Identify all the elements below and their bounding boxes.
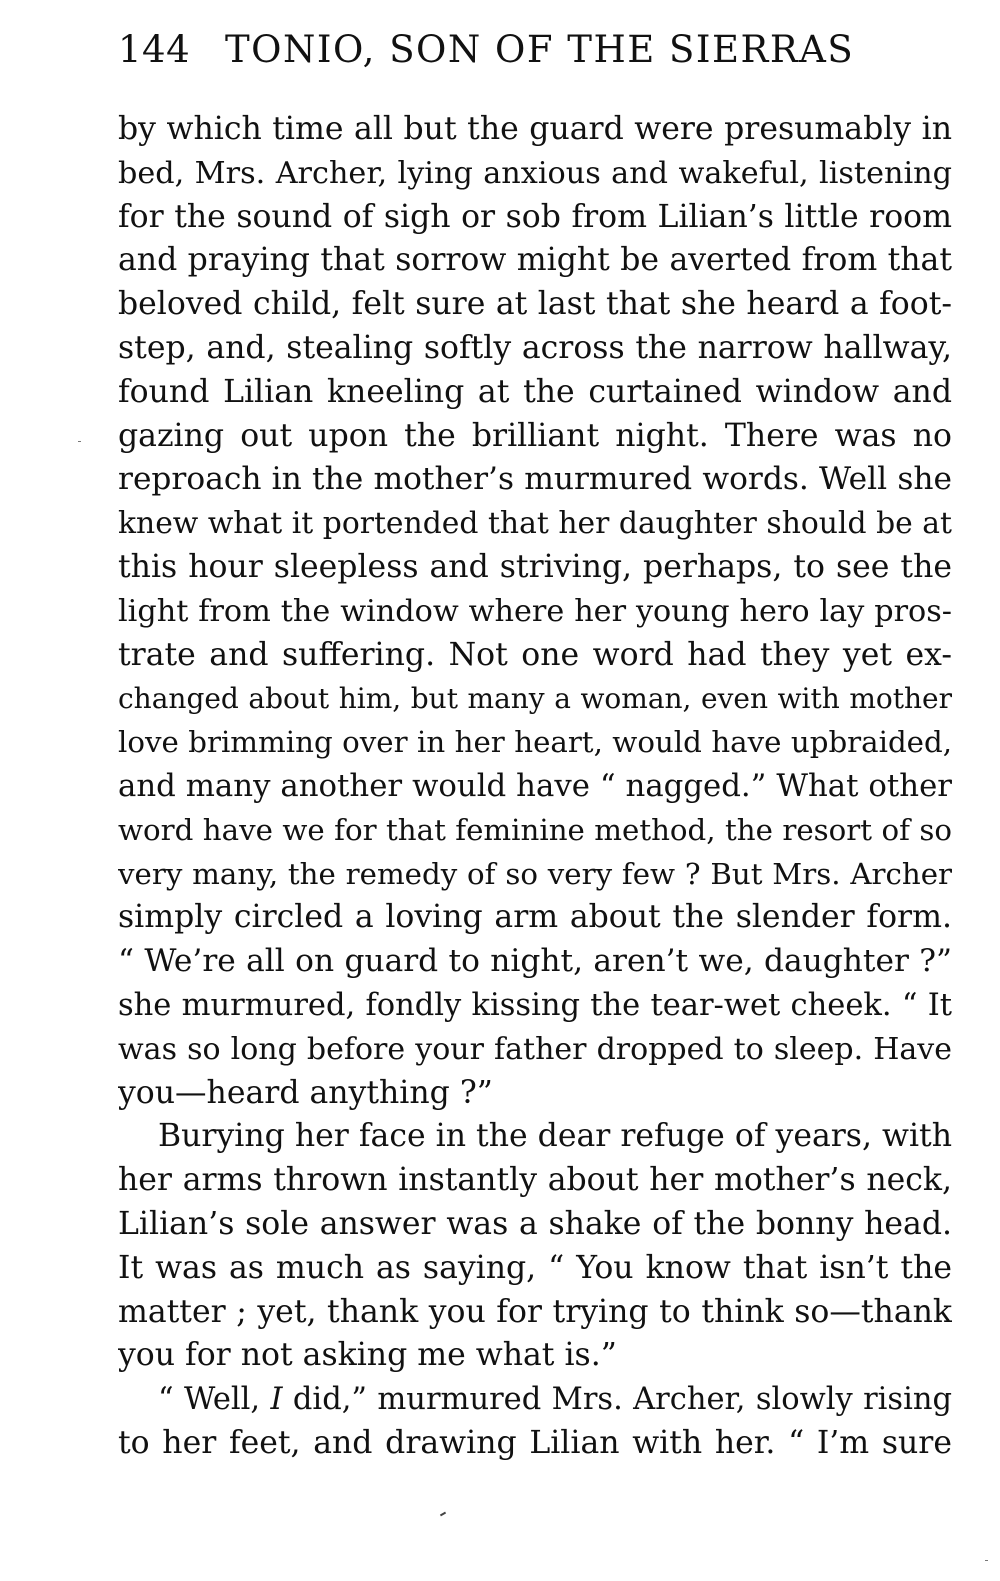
text-line: very many, the remedy of so very few ? But Mrs. Archer xyxy=(118,856,952,891)
paragraph-end-line: you—heard anything ?” xyxy=(118,1074,493,1111)
text-line: for the sound of sigh or sob from Lilian’s little room xyxy=(118,198,952,235)
text-line: and praying that sorrow might be averted from that xyxy=(118,242,952,279)
text-line: beloved child, felt sure at last that she heard a foot- xyxy=(118,286,952,323)
italic-emphasis: I xyxy=(270,1382,283,1418)
text-line: she murmured, fondly kissing the tear-wet cheek. “ It xyxy=(118,987,952,1023)
text-line: light from the window where her young hero lay pros- xyxy=(118,593,952,629)
text-line: and many another would have “ nagged.” What other xyxy=(118,767,952,804)
text-line: simply circled a loving arm about the slender form. xyxy=(118,899,952,936)
text-line: “ We’re all on guard to night, aren’t we, daughter ?” xyxy=(118,943,952,980)
quote-open: “ Well, xyxy=(158,1382,271,1418)
paragraph-start-line: Burying her face in the dear refuge of years, with xyxy=(158,1118,952,1155)
text-line: Lilian’s sole answer was a shake of the bonny head. xyxy=(118,1205,952,1242)
text-line: to her feet, and drawing Lilian with her. “ I’m sure xyxy=(118,1424,952,1461)
page-number: 144 xyxy=(118,28,191,71)
running-head xyxy=(118,28,952,72)
text-line: found Lilian kneeling at the curtained window and xyxy=(118,373,952,410)
text-line: changed about him, but many a woman, even with mother xyxy=(118,682,952,716)
quote-rest: did,” murmured Mrs. Archer, slowly rising xyxy=(282,1382,952,1418)
paragraph-start-line xyxy=(118,1378,952,1422)
text-line: was so long before your father dropped to sleep. Have xyxy=(118,1031,952,1067)
text-line: her arms thrown instantly about her mother’s neck, xyxy=(118,1162,952,1199)
text-line: by which time all but the guard were presumably in xyxy=(118,111,952,147)
text-line: this hour sleepless and striving, perhaps, to see the xyxy=(118,548,952,585)
running-title: TONIO, SON OF THE SIERRAS xyxy=(225,28,855,71)
text-line: reproach in the mother’s murmured words. Well she xyxy=(118,461,952,498)
ink-speck xyxy=(440,1512,446,1517)
text-line: step, and, stealing softly across the narrow hallway, xyxy=(118,329,952,366)
body-text xyxy=(118,108,952,1466)
text-line: knew what it portended that her daughter should be at xyxy=(118,506,952,542)
text-line: trate and suffering. Not one word had they yet ex- xyxy=(118,636,952,673)
text-line: word have we for that feminine method, the resort of so xyxy=(118,812,952,847)
paragraph-end-line: you for not asking me what is.” xyxy=(118,1337,617,1374)
text-line: matter ; yet, thank you for trying to think so—thank xyxy=(118,1293,952,1330)
text-line: bed, Mrs. Archer, lying anxious and wakeful, listening xyxy=(118,155,952,191)
text-line: love brimming over in her heart, would have upbraided, xyxy=(118,725,952,760)
text-line: gazing out upon the brilliant night. There was no xyxy=(118,417,952,454)
text-line: It was as much as saying, “ You know that isn’t the xyxy=(118,1249,952,1286)
margin-mark xyxy=(985,1560,988,1561)
margin-mark xyxy=(78,441,81,442)
